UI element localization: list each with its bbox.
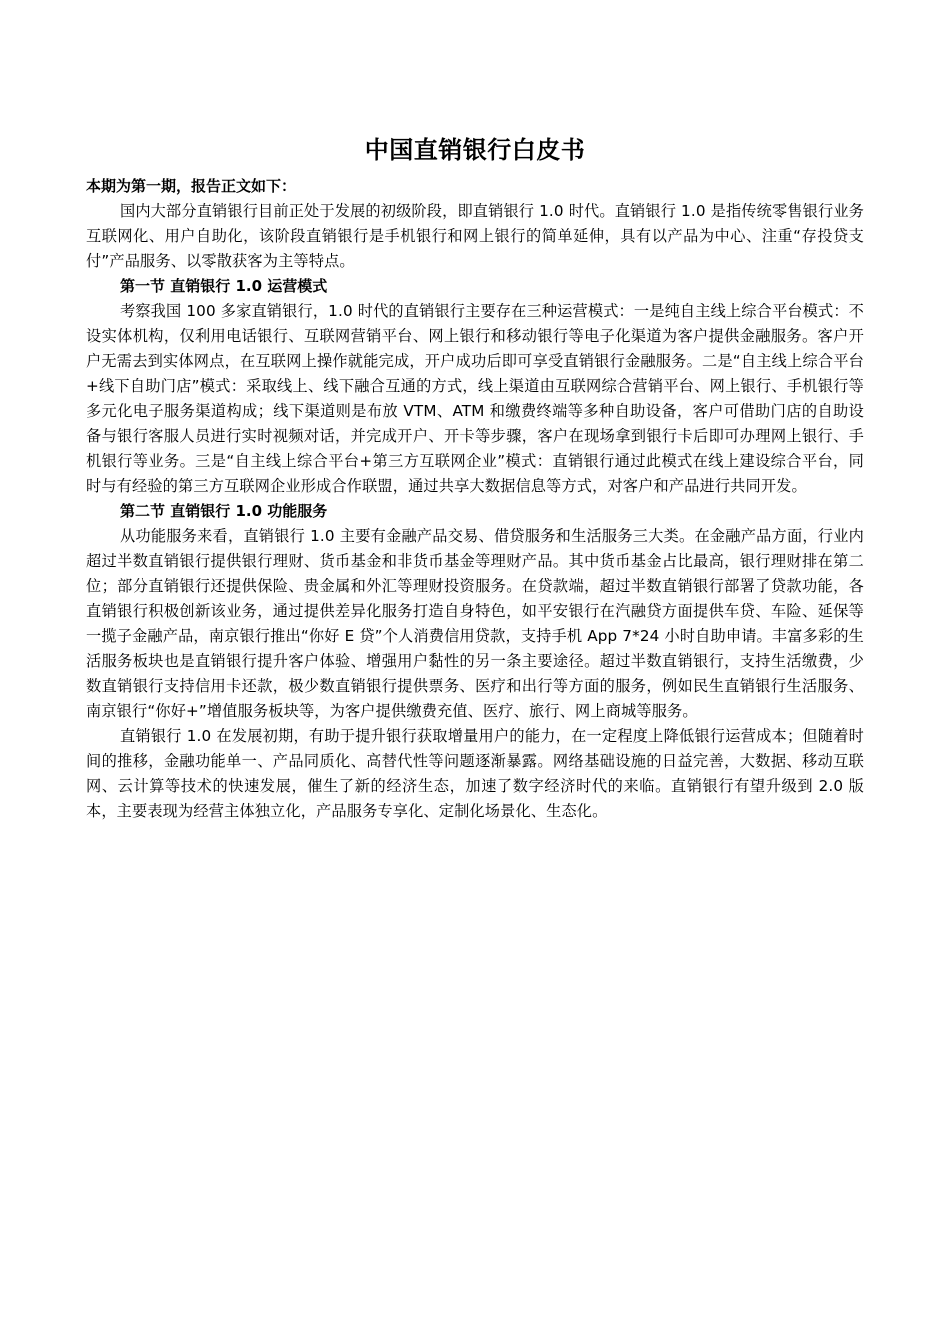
section-1-paragraph: 考察我国 100 多家直销银行，1.0 时代的直销银行主要存在三种运营模式：一是纯自主线上综合平台模式：不设实体机构，仅利用电话银行、互联网营销平台、网上银行和移动银行等电子化渠道为客户提供金融服务。客户开户无需去到实体网点，在互联网上操作就能完成，开户成功后即可享受直销银行金融服务。二是“自主线上综合平台+线下自助门店”模式：采取线上、线下融合互通的方式，线上渠道由互联网综合营销平台、网上银行、手机银行等多元化电子服务渠道构成；线下渠道则是布放 VTM、ATM 和缴费终端等多种自助设备，客户可借助门店的自助设备与银行客服人员进行实时视频对话，并完成开户、开卡等步骤，客户在现场拿到银行卡后即可办理网上银行、手机银行等业务。三是“自主线上综合平台+第三方互联网企业”模式：直销银行通过此模式在线上建设综合平台，同时与有经验的第三方互联网企业形成合作联盟，通过共享大数据信息等方式，对客户和产品进行共同开发。 xyxy=(86,302,864,495)
intro-paragraph: 国内大部分直销银行目前正处于发展的初级阶段，即直销银行 1.0 时代。直销银行 1.0 是指传统零售银行业务互联网化、用户自助化，该阶段直销银行是手机银行和网上银行的简单延伸，具有以产品为中心、注重“存投贷支付”产品服务、以零散获客为主等特点。 xyxy=(86,202,864,270)
section-1-heading: 第一节 直销银行 1.0 运营模式 xyxy=(120,277,328,295)
section-2-paragraph-2: 直销银行 1.0 在发展初期，有助于提升银行获取增量用户的能力，在一定程度上降低银行运营成本；但随着时间的推移，金融功能单一、产品同质化、高替代性等问题逐渐暴露。网络基础设施的日益完善，大数据、移动互联网、云计算等技术的快速发展，催生了新的经济生态，加速了数字经济时代的来临。直销银行有望升级到 2.0 版本，主要表现为经营主体独立化，产品服务专享化、定制化场景化、生态化。 xyxy=(86,727,864,820)
intro-heading: 本期为第一期，报告正文如下： xyxy=(86,177,297,195)
document-page xyxy=(86,132,864,824)
section-2-heading: 第二节 直销银行 1.0 功能服务 xyxy=(120,502,328,520)
document-title: 中国直销银行白皮书 xyxy=(364,136,586,164)
section-2-paragraph-1: 从功能服务来看，直销银行 1.0 主要有金融产品交易、借贷服务和生活服务三大类。在金融产品方面，行业内超过半数直销银行提供银行理财、货币基金和非货币基金等理财产品。其中货币基金占比最高，银行理财排在第二位；部分直销银行还提供保险、贵金属和外汇等理财投资服务。在贷款端，超过半数直销银行部署了贷款功能，各直销银行积极创新该业务，通过提供差异化服务打造自身特色，如平安银行在汽融贷方面提供车贷、车险、延保等一揽子金融产品，南京银行推出“你好 E 贷”个人消费信用贷款，支持手机 App 7*24 小时自助申请。丰富多彩的生活服务板块也是直销银行提升客户体验、增强用户黏性的另一条主要途径。超过半数直销银行，支持生活缴费，少数直销银行支持信用卡还款，极少数直销银行提供票务、医疗和出行等方面的服务，例如民生直销银行生活服务、南京银行“你好+”增值服务板块等，为客户提供缴费充值、医疗、旅行、网上商城等服务。 xyxy=(86,527,864,720)
